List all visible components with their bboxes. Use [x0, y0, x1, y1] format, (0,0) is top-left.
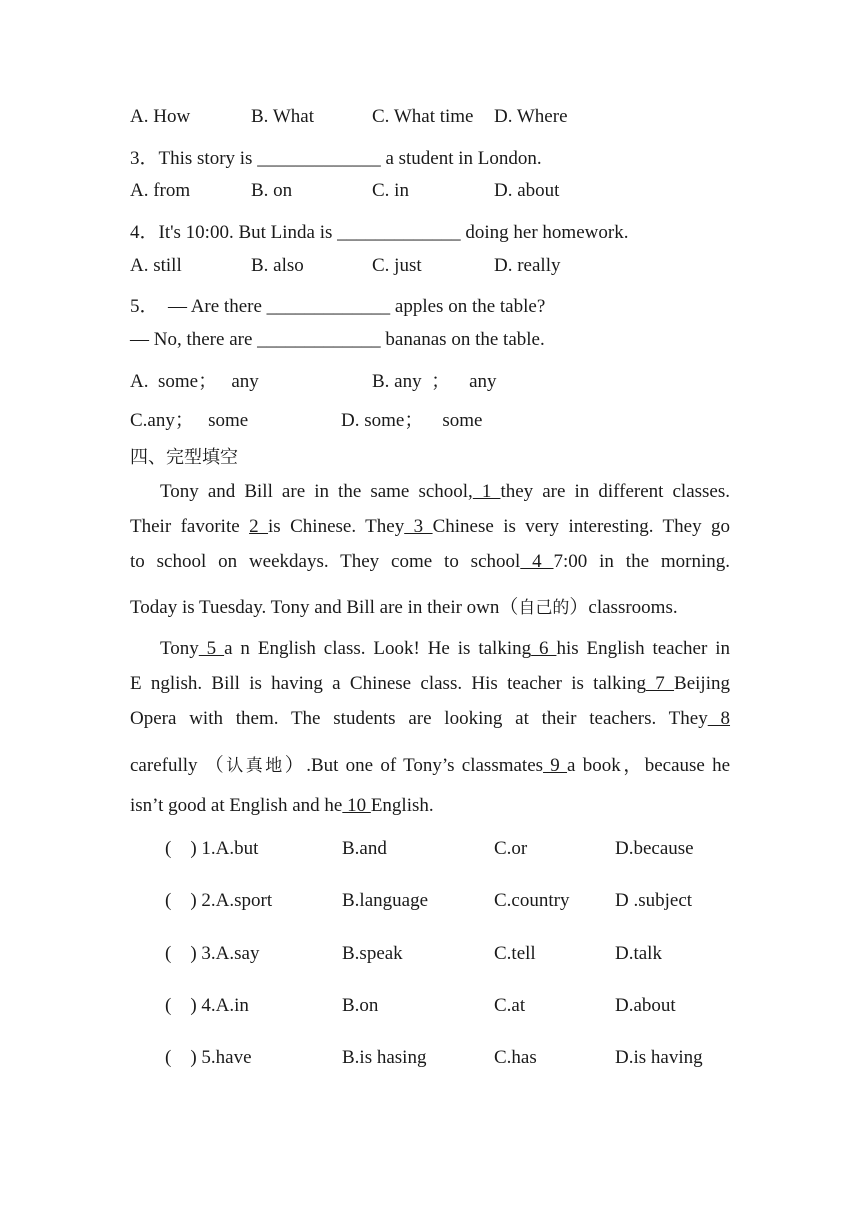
passage-p2-line4: carefully （认真地）.But one of Tony’s classmates 9 a book，because he	[130, 755, 731, 776]
passage-p1-line1: Tony and Bill are in the same school, 1 they are in different classes.	[160, 481, 731, 502]
cloze-q3-option-b: B.speak	[342, 943, 403, 964]
passage-p2-line3: Opera with them. The students are looking at their teachers. They 8	[130, 708, 731, 729]
q5-text: 5． — Are there _____________ apples on the table?	[130, 296, 546, 317]
cloze-q4-option-d: D.about	[615, 995, 676, 1016]
cloze-q4-option-c: C.at	[494, 995, 526, 1016]
q5-option-c: C.any； some	[130, 410, 249, 431]
q2-option-b: B. What	[251, 106, 314, 127]
q5-option-b: B. any ； any	[372, 371, 497, 392]
passage-p1-line2: Their favorite 2 is Chinese. They 3 Chinese is very interesting. They go	[130, 516, 730, 537]
q3-option-d: D. about	[494, 180, 560, 201]
q3-text: 3．This story is _____________ a student in London.	[130, 148, 542, 169]
cloze-q1-stem: ( ) 1.A.but	[165, 838, 259, 859]
q5-text-2: — No, there are _____________ bananas on the table.	[130, 329, 545, 350]
q2-option-d: D. Where	[494, 106, 568, 127]
q3-option-b: B. on	[251, 180, 293, 201]
q4-option-c: C. just	[372, 255, 422, 276]
passage-p2-line2: E nglish. Bill is having a Chinese class. His teacher is talking 7 Beijing	[130, 673, 730, 694]
cloze-q5-stem: ( ) 5.have	[165, 1047, 252, 1068]
q4-option-a: A. still	[130, 255, 182, 276]
q3-option-c: C. in	[372, 180, 409, 201]
q4-option-d: D. really	[494, 255, 561, 276]
cloze-q4-stem: ( ) 4.A.in	[165, 995, 249, 1016]
q4-text: 4．It's 10:00. But Linda is _____________ doing her homework.	[130, 222, 629, 243]
cloze-q5-option-c: C.has	[494, 1047, 537, 1068]
passage-p1-line3: to school on weekdays. They come to school 4 7:00 in the morning.	[130, 551, 730, 572]
cloze-q1-option-c: C.or	[494, 838, 528, 859]
cloze-q2-option-c: C.country	[494, 890, 570, 911]
cloze-q3-option-c: C.tell	[494, 943, 536, 964]
section-title: 四、完型填空	[130, 447, 238, 468]
q3-option-a: A. from	[130, 180, 191, 201]
cloze-q2-stem: ( ) 2.A.sport	[165, 890, 273, 911]
passage-p1-line4: Today is Tuesday. Tony and Bill are in their own（自己的）classrooms.	[130, 597, 678, 618]
cloze-q1-option-b: B.and	[342, 838, 387, 859]
passage-p2-line1: Tony 5 a n English class. Look! He is talking 6 his English teacher in	[160, 638, 730, 659]
cloze-q2-option-b: B.language	[342, 890, 429, 911]
cloze-q5-option-b: B.is hasing	[342, 1047, 427, 1068]
cloze-q3-stem: ( ) 3.A.say	[165, 943, 260, 964]
q2-option-c: C. What time	[372, 106, 474, 127]
passage-p2-line5: isn’t good at English and he 10 English.	[130, 795, 434, 816]
q5-option-a: A. some； any	[130, 371, 259, 392]
cloze-q1-option-d: D.because	[615, 838, 694, 859]
q5-option-d: D. some； some	[341, 410, 483, 431]
cloze-q3-option-d: D.talk	[615, 943, 662, 964]
q2-option-a: A. How	[130, 106, 191, 127]
q4-option-b: B. also	[251, 255, 304, 276]
cloze-q5-option-d: D.is having	[615, 1047, 703, 1068]
cloze-q4-option-b: B.on	[342, 995, 379, 1016]
cloze-q2-option-d: D .subject	[615, 890, 693, 911]
